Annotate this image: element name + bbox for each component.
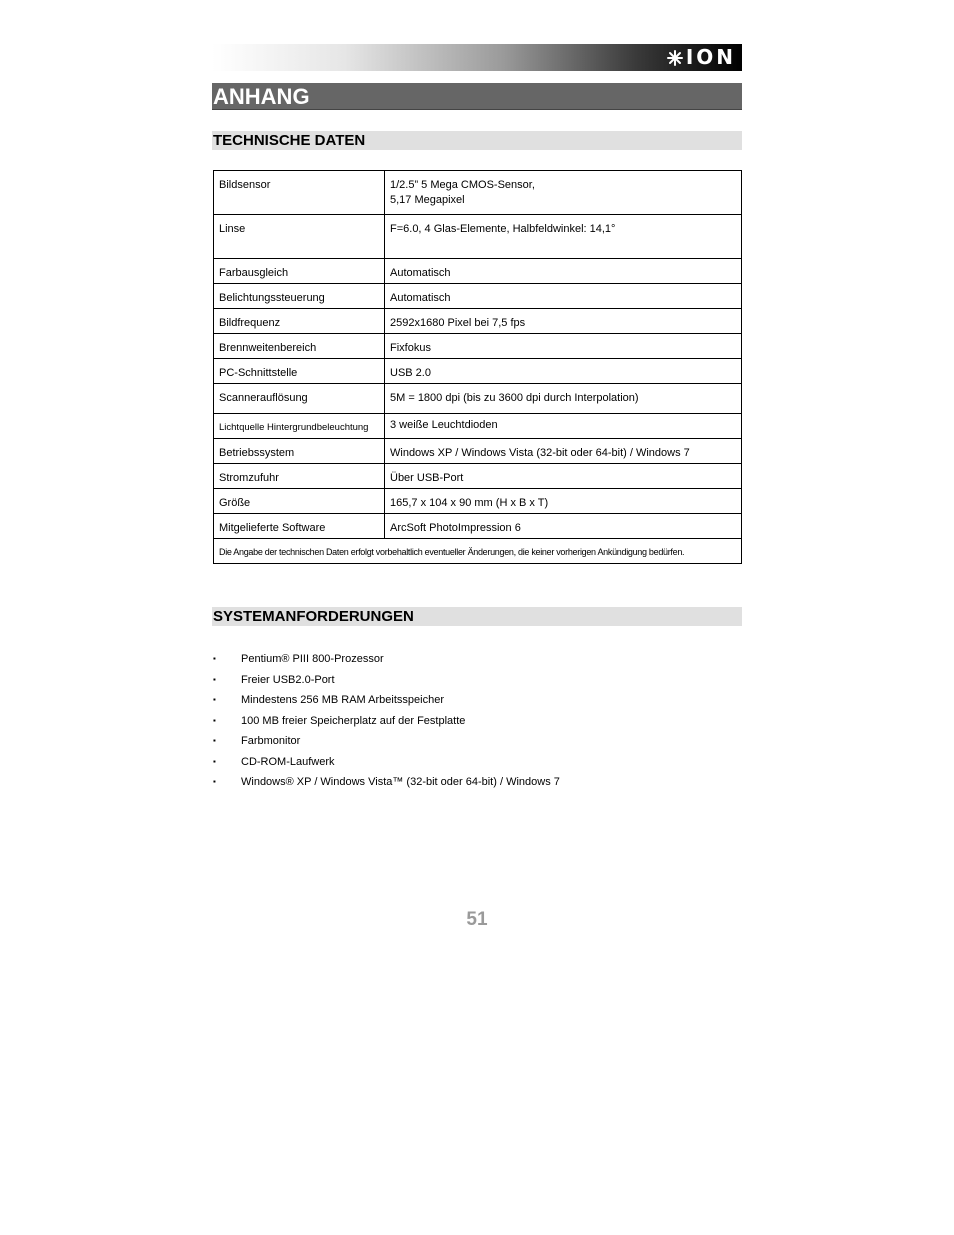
list-item [213, 649, 560, 670]
list-item-text: Farbmonitor [241, 735, 301, 747]
spec-label: PC-Schnittstelle [214, 359, 385, 384]
list-item [213, 772, 560, 793]
tech-specs-table [213, 170, 742, 564]
ion-star-icon [667, 50, 683, 66]
list-item-text: Windows® XP / Windows Vista™ (32-bit oder 64-bit) / Windows 7 [241, 776, 560, 788]
spec-label: Lichtquelle Hintergrundbeleuchtung [214, 414, 385, 439]
spec-value: Automatisch [385, 284, 742, 309]
list-item [213, 670, 560, 691]
spec-value: 3 weiße Leuchtdioden [385, 414, 742, 439]
table-row [214, 334, 742, 359]
spec-disclaimer: Die Angabe der technischen Daten erfolgt vorbehaltlich eventueller Änderungen, die keiner vorherigen Ankündigung bedürfen. [214, 539, 742, 564]
bullet-icon: ▪ [213, 695, 216, 704]
table-row [214, 489, 742, 514]
spec-value [385, 171, 742, 215]
spec-label: Brennweitenbereich [214, 334, 385, 359]
spec-label: Scannerauflösung [214, 384, 385, 414]
list-item [213, 711, 560, 732]
list-item [213, 690, 560, 711]
table-row [214, 259, 742, 284]
table-row [214, 215, 742, 259]
spec-value: 2592x1680 Pixel bei 7,5 fps [385, 309, 742, 334]
list-item [213, 752, 560, 773]
requirements-list [213, 649, 560, 793]
page-title-bar [212, 83, 742, 110]
spec-label: Größe [214, 489, 385, 514]
spec-value: Über USB-Port [385, 464, 742, 489]
table-row [214, 464, 742, 489]
tech-section-title: TECHNISCHE DATEN [213, 132, 366, 149]
list-item-text: 100 MB freier Speicherplatz auf der Festplatte [241, 714, 466, 727]
spec-label: Stromzufuhr [214, 464, 385, 489]
header-gradient-bar [212, 44, 742, 71]
bullet-icon: ▪ [213, 674, 216, 684]
sys-section-title: SYSTEMANFORDERUNGEN [213, 608, 414, 625]
table-row [214, 384, 742, 414]
table-row [214, 284, 742, 309]
spec-value-line: 1/2.5” 5 Mega CMOS-Sensor, [390, 179, 535, 191]
bullet-icon: ▪ [213, 777, 216, 786]
spec-label: Linse [214, 215, 385, 259]
spec-value-line: 5,17 Megapixel [390, 194, 465, 206]
page-title: ANHANG [213, 84, 310, 109]
list-item-text: CD-ROM-Laufwerk [241, 755, 335, 768]
table-row [214, 439, 742, 464]
spec-value: 5M = 1800 dpi (bis zu 3600 dpi durch Interpolation) [385, 384, 742, 414]
sys-section-header [212, 607, 742, 626]
ion-logo [667, 47, 736, 68]
spec-value: Windows XP / Windows Vista (32-bit oder 64-bit) / Windows 7 [385, 439, 742, 464]
list-item [213, 731, 560, 752]
page-number: 51 [466, 909, 488, 930]
spec-label: Bildfrequenz [214, 309, 385, 334]
list-item-text: Freier USB2.0-Port [241, 673, 335, 686]
spec-label: Betriebssystem [214, 439, 385, 464]
spec-value: USB 2.0 [385, 359, 742, 384]
spec-value: Automatisch [385, 259, 742, 284]
table-row [214, 171, 742, 215]
spec-value: F=6.0, 4 Glas-Elemente, Halbfeldwinkel: 14,1° [385, 215, 742, 259]
spec-value: Fixfokus [385, 334, 742, 359]
spec-label: Farbausgleich [214, 259, 385, 284]
spec-label: Mitgelieferte Software [214, 514, 385, 539]
table-row [214, 539, 742, 564]
spec-label: Bildsensor [214, 171, 385, 215]
table-row [214, 309, 742, 334]
bullet-icon: ▪ [213, 715, 216, 725]
list-item-text: Pentium® PIII 800-Prozessor [241, 653, 384, 665]
bullet-icon: ▪ [213, 654, 216, 663]
tech-section-header [212, 131, 742, 150]
bullet-icon: ▪ [213, 756, 216, 766]
spec-value: ArcSoft PhotoImpression 6 [385, 514, 742, 539]
spec-label: Belichtungssteuerung [214, 284, 385, 309]
table-row [214, 359, 742, 384]
table-row [214, 414, 742, 439]
spec-value: 165,7 x 104 x 90 mm (H x B x T) [385, 489, 742, 514]
bullet-icon: ▪ [213, 736, 216, 745]
logo-text: ION [685, 45, 736, 69]
list-item-text: Mindestens 256 MB RAM Arbeitsspeicher [241, 694, 444, 706]
table-row [214, 514, 742, 539]
